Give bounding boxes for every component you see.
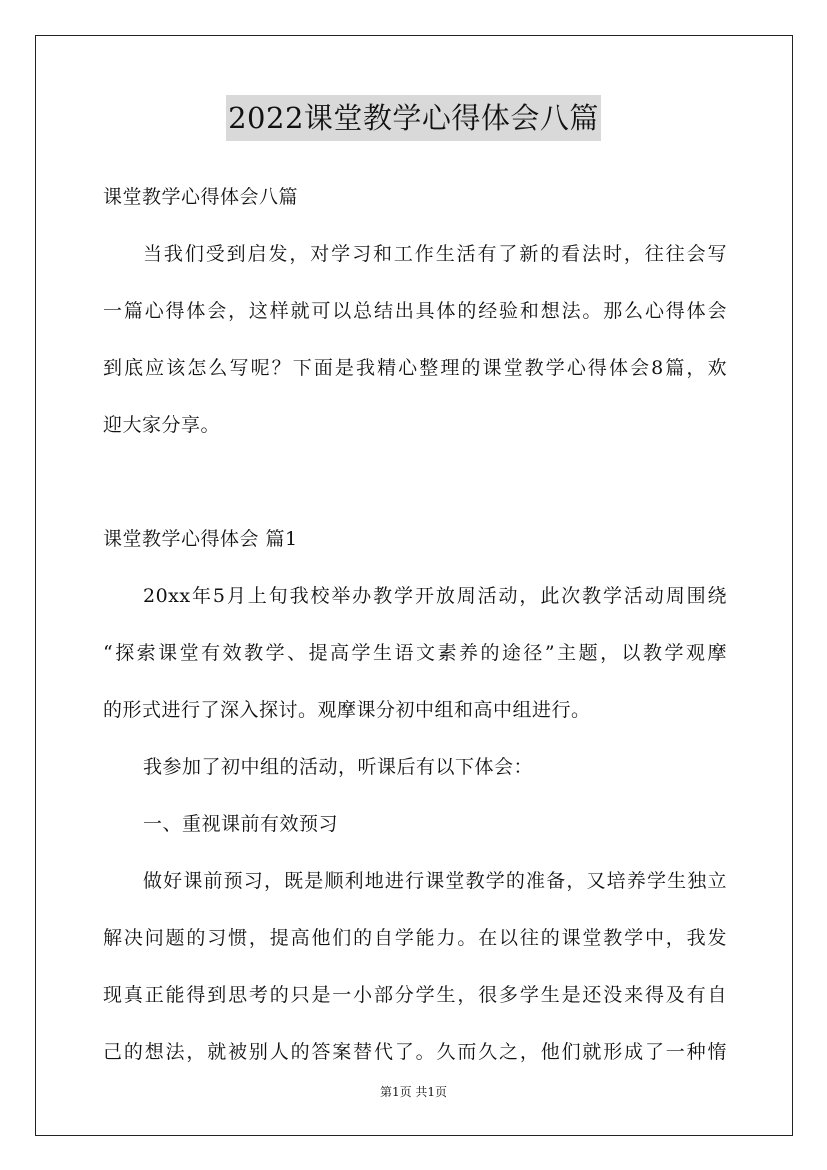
para1-line-3: 的形式进行了深入探讨。观摩课分初中组和高中组进行。: [103, 699, 591, 721]
para3-line-3: 现真正能得到思考的只是一小部分学生，很多学生是还没来得及有自: [103, 984, 727, 1006]
para2-line: 我参加了初中组的活动，听课后有以下体会：: [143, 756, 534, 778]
section-heading: 课堂教学心得体会 篇1: [103, 528, 298, 550]
paragraph-gap: [103, 454, 727, 511]
intro-line-3: 到底应该怎么写呢？下面是我精心整理的课堂教学心得体会8篇，欢: [103, 357, 727, 379]
document-title: 2022课堂教学心得体会八篇: [226, 95, 601, 141]
page-footer: 第1页 共1页: [379, 1085, 448, 1099]
title-container: [0, 95, 827, 141]
subheading: 一、重视课前有效预习: [143, 813, 339, 835]
para3-line-1: 做好课前预习，既是顺利地进行课堂教学的准备，又培养学生独立: [143, 870, 727, 892]
intro-line-2: 一篇心得体会，这样就可以总结出具体的经验和想法。那么心得体会: [103, 300, 727, 322]
para1-line-1: 20xx年5月上旬我校举办教学开放周活动，此次教学活动周围绕: [143, 585, 727, 607]
para3-line-4: 己的想法，就被别人的答案替代了。久而久之，他们就形成了一种惰: [103, 1041, 727, 1063]
para1-line-2: “探索课堂有效教学、提高学生语文素养的途径”主题，以教学观摩: [103, 642, 727, 664]
para3-line-2: 解决问题的习惯，提高他们的自学能力。在以往的课堂教学中，我发: [103, 927, 727, 949]
document-subtitle: 课堂教学心得体会八篇: [103, 186, 299, 208]
intro-line-4: 迎大家分享。: [103, 414, 221, 436]
intro-line-1: 当我们受到启发，对学习和工作生活有了新的看法时，往往会写: [143, 243, 727, 265]
document-body: [103, 169, 727, 1081]
